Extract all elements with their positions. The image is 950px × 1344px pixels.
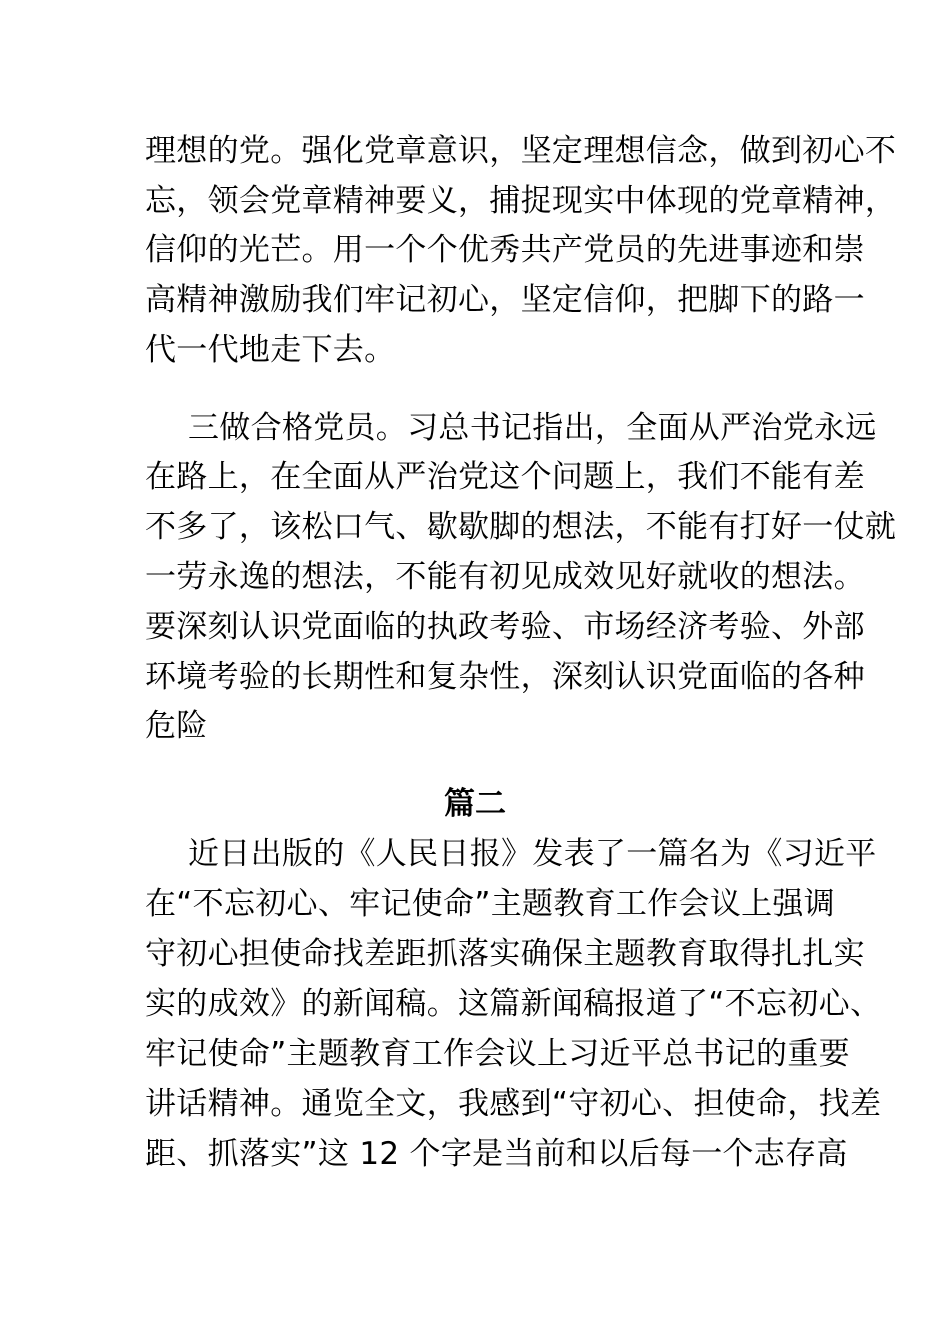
- paragraph-line: 理想的党。强化党章意识，坚定理想信念，做到初心不: [145, 133, 897, 169]
- paragraph-line: 代一代地走下去。: [145, 332, 396, 368]
- paragraph-line: 一劳永逸的想法，不能有初见成效见好就收的想法。: [145, 559, 865, 595]
- paragraph-line: 危险: [145, 708, 208, 744]
- paragraph-line: 实的成效》的新闻稿。这篇新闻稿报道了“不忘初心、: [145, 986, 882, 1022]
- paragraph-line: 信仰的光芒。用一个个优秀共产党员的先进事迹和崇: [145, 232, 865, 268]
- paragraph-line: 在路上，在全面从严治党这个问题上，我们不能有差: [145, 459, 865, 495]
- paragraph-line: 环境考验的长期性和复杂性，深刻认识党面临的各种: [145, 659, 865, 695]
- paragraph-line: 要深刻认识党面临的执政考验、市场经济考验、外部: [145, 609, 865, 645]
- paragraph-line: 在“不忘初心、牢记使命”主题教育工作会议上强调: [145, 886, 836, 922]
- paragraph-line: 高精神激励我们牢记初心，坚定信仰，把脚下的路一: [145, 282, 865, 318]
- paragraph-line: 不多了，该松口气、歇歇脚的想法，不能有打好一仗就: [145, 509, 897, 545]
- section-heading: 篇二: [444, 786, 506, 822]
- paragraph-line: 忘，领会党章精神要义，捕捉现实中体现的党章精神，: [145, 183, 897, 219]
- paragraph-line: 牢记使命”主题教育工作会议上习近平总书记的重要: [145, 1036, 850, 1072]
- paragraph-line: 近日出版的《人民日报》发表了一篇名为《习近平: [188, 836, 877, 872]
- paragraph-line: 守初心担使命找差距抓落实确保主题教育取得扎扎实: [145, 936, 865, 972]
- paragraph-line: 距、抓落实”这 12 个字是当前和以后每一个志存高: [145, 1136, 848, 1172]
- paragraph-line: 讲话精神。通览全文，我感到“守初心、担使命，找差: [145, 1086, 882, 1122]
- paragraph-line: 三做合格党员。习总书记指出，全面从严治党永远: [188, 410, 877, 446]
